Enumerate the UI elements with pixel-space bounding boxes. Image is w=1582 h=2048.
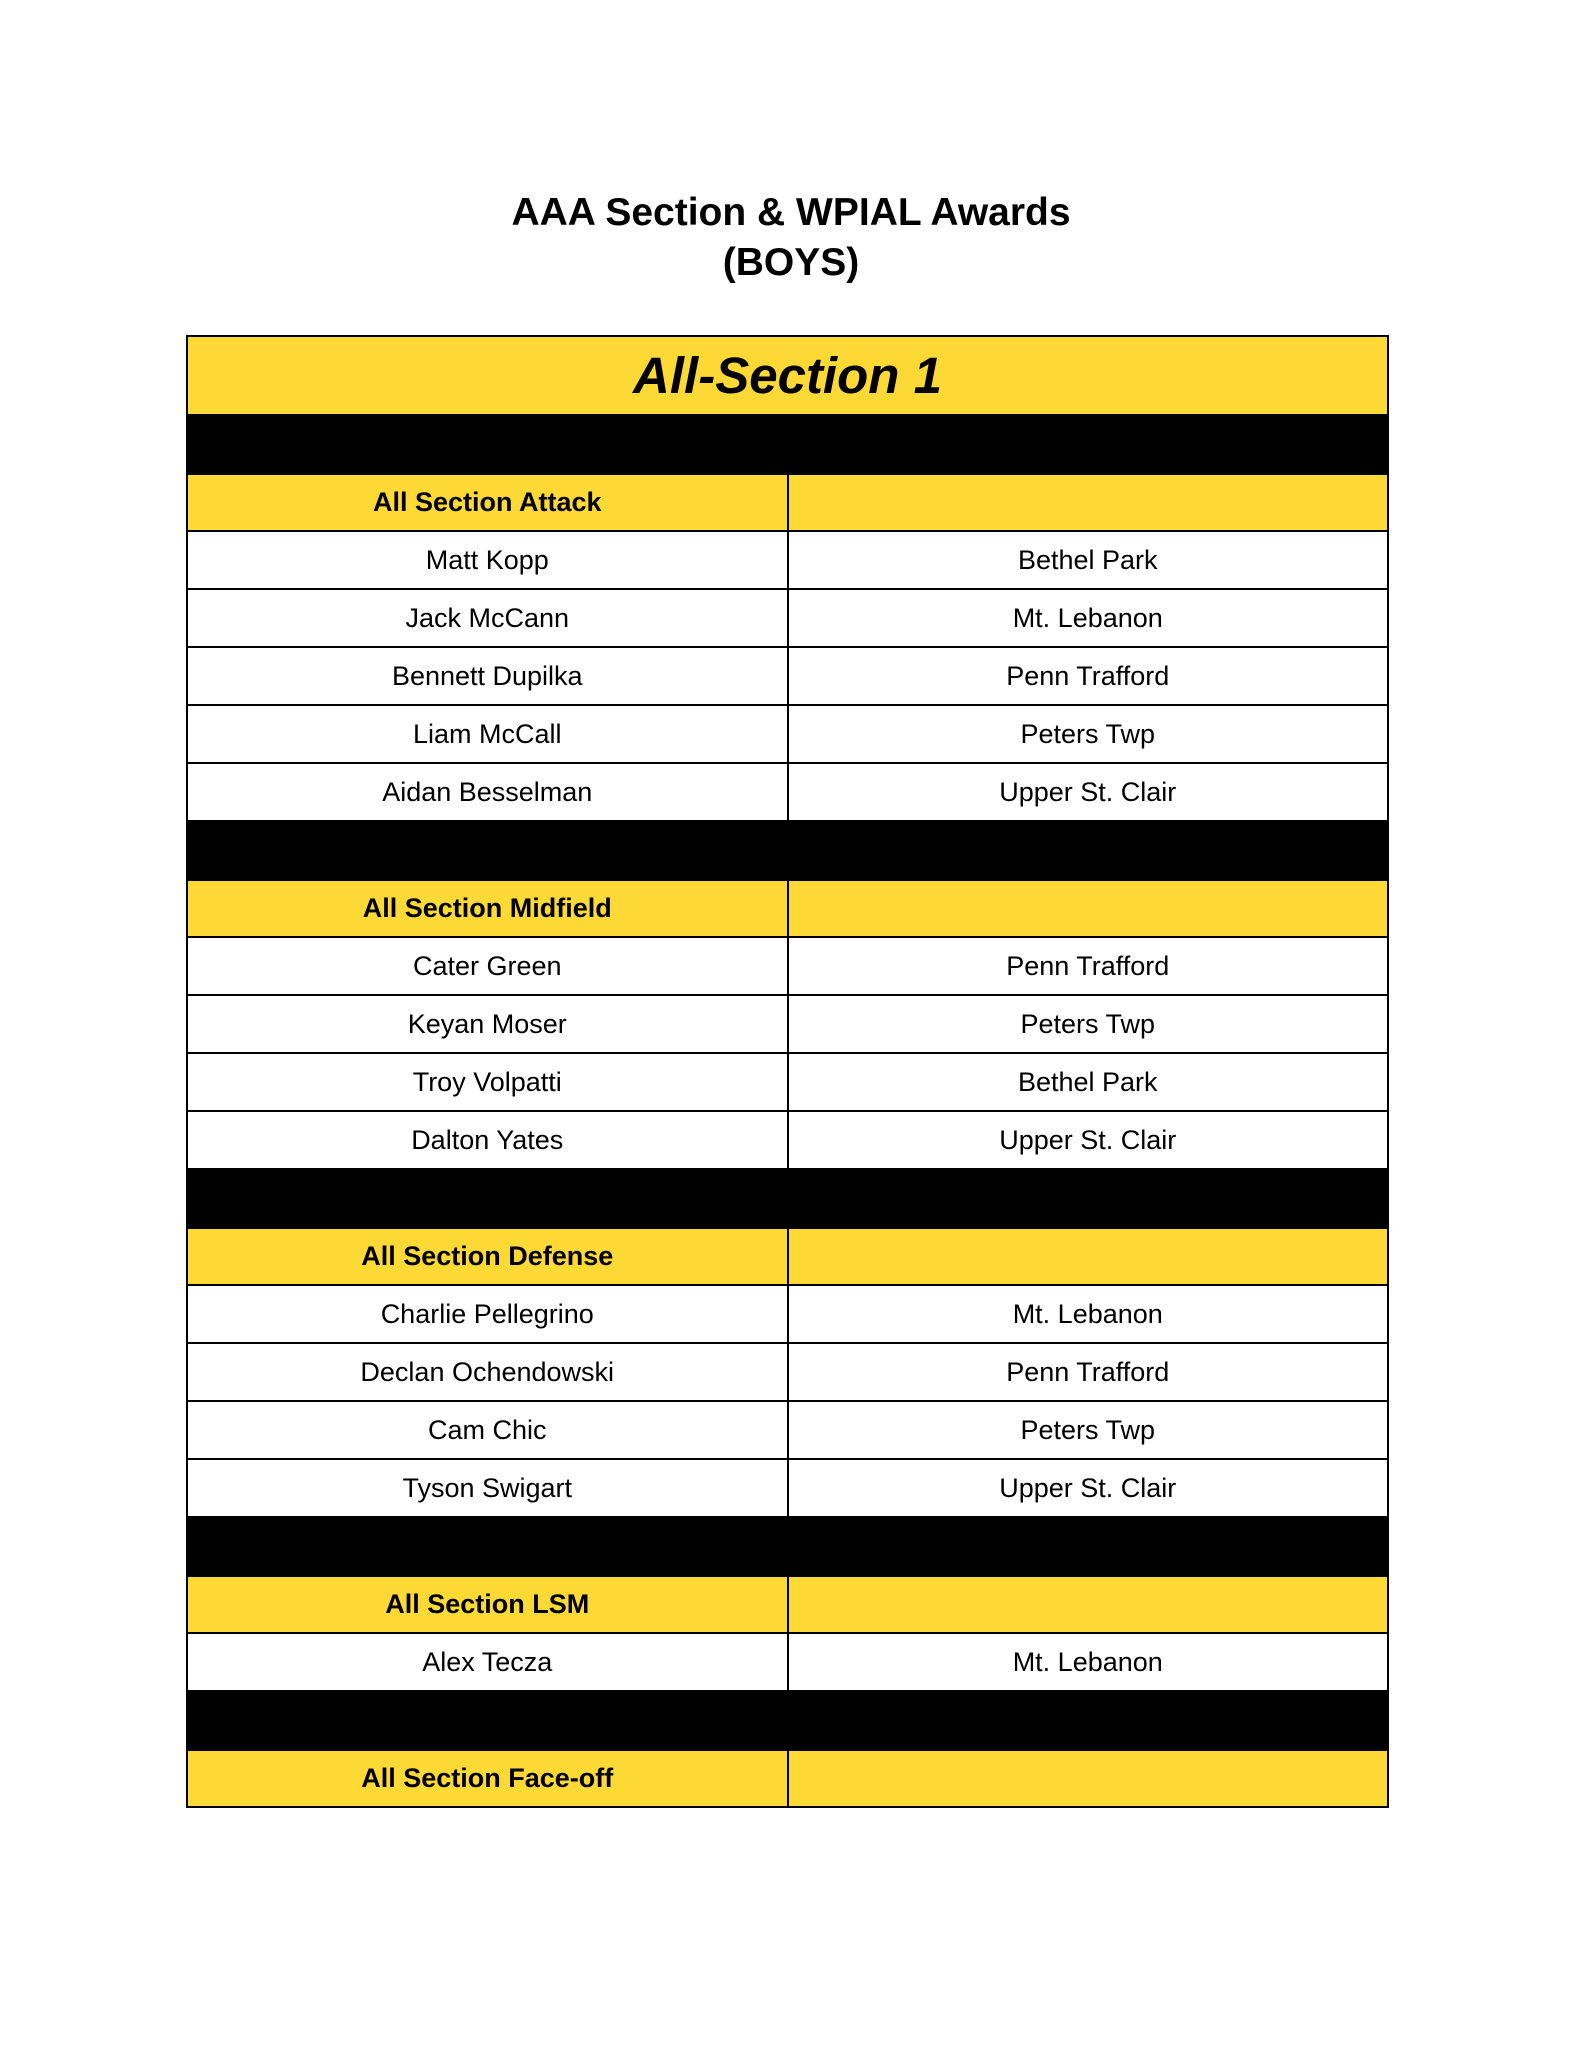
player-school-cell: Upper St. Clair xyxy=(788,1111,1389,1169)
category-label: All Section Midfield xyxy=(187,880,788,937)
player-name-cell: Matt Kopp xyxy=(187,531,788,589)
page-title xyxy=(0,188,1582,288)
player-name-cell: Dalton Yates xyxy=(187,1111,788,1169)
category-header-row xyxy=(187,1750,1388,1807)
player-school-cell: Penn Trafford xyxy=(788,1343,1389,1401)
player-name-cell: Keyan Moser xyxy=(187,995,788,1053)
spacer-row xyxy=(187,1517,1388,1576)
player-name-cell: Cam Chic xyxy=(187,1401,788,1459)
player-row xyxy=(187,1343,1388,1401)
category-label-blank xyxy=(788,474,1389,531)
category-label: All Section LSM xyxy=(187,1576,788,1633)
player-school-cell: Peters Twp xyxy=(788,995,1389,1053)
player-row xyxy=(187,705,1388,763)
spacer-cell xyxy=(187,1691,1388,1750)
category-label-blank xyxy=(788,1750,1389,1807)
player-name-cell: Alex Tecza xyxy=(187,1633,788,1691)
awards-table-body xyxy=(187,336,1388,1807)
player-school-cell: Upper St. Clair xyxy=(788,763,1389,821)
player-row xyxy=(187,995,1388,1053)
page-title-line-1: AAA Section & WPIAL Awards xyxy=(511,191,1071,234)
spacer-row xyxy=(187,415,1388,474)
category-header-row xyxy=(187,1576,1388,1633)
category-header-row xyxy=(187,1228,1388,1285)
category-label: All Section Attack xyxy=(187,474,788,531)
player-row xyxy=(187,589,1388,647)
awards-table xyxy=(186,335,1389,1808)
player-name-cell: Bennett Dupilka xyxy=(187,647,788,705)
player-row xyxy=(187,1459,1388,1517)
player-row xyxy=(187,1285,1388,1343)
player-row xyxy=(187,531,1388,589)
category-label-blank xyxy=(788,1576,1389,1633)
player-school-cell: Mt. Lebanon xyxy=(788,1633,1389,1691)
category-label-blank xyxy=(788,1228,1389,1285)
player-school-cell: Upper St. Clair xyxy=(788,1459,1389,1517)
player-row xyxy=(187,1111,1388,1169)
spacer-row xyxy=(187,1691,1388,1750)
player-name-cell: Troy Volpatti xyxy=(187,1053,788,1111)
player-row xyxy=(187,1053,1388,1111)
player-row xyxy=(187,1633,1388,1691)
player-name-cell: Aidan Besselman xyxy=(187,763,788,821)
section-banner: All-Section 1 xyxy=(187,336,1388,415)
player-school-cell: Mt. Lebanon xyxy=(788,1285,1389,1343)
category-header-row xyxy=(187,474,1388,531)
player-name-cell: Charlie Pellegrino xyxy=(187,1285,788,1343)
spacer-cell xyxy=(187,1169,1388,1228)
category-label: All Section Defense xyxy=(187,1228,788,1285)
player-school-cell: Peters Twp xyxy=(788,705,1389,763)
spacer-row xyxy=(187,1169,1388,1228)
category-header-row xyxy=(187,880,1388,937)
player-name-cell: Liam McCall xyxy=(187,705,788,763)
player-school-cell: Mt. Lebanon xyxy=(788,589,1389,647)
player-school-cell: Bethel Park xyxy=(788,531,1389,589)
player-row xyxy=(187,763,1388,821)
page-title-line-2: (BOYS) xyxy=(722,241,860,284)
player-row xyxy=(187,937,1388,995)
spacer-row xyxy=(187,821,1388,880)
player-row xyxy=(187,1401,1388,1459)
player-name-cell: Jack McCann xyxy=(187,589,788,647)
category-label: All Section Face-off xyxy=(187,1750,788,1807)
player-name-cell: Tyson Swigart xyxy=(187,1459,788,1517)
player-row xyxy=(187,647,1388,705)
player-school-cell: Penn Trafford xyxy=(788,937,1389,995)
player-school-cell: Penn Trafford xyxy=(788,647,1389,705)
category-label-blank xyxy=(788,880,1389,937)
banner-row xyxy=(187,336,1388,415)
spacer-cell xyxy=(187,415,1388,474)
player-school-cell: Bethel Park xyxy=(788,1053,1389,1111)
player-name-cell: Declan Ochendowski xyxy=(187,1343,788,1401)
spacer-cell xyxy=(187,1517,1388,1576)
spacer-cell xyxy=(187,821,1388,880)
player-name-cell: Cater Green xyxy=(187,937,788,995)
player-school-cell: Peters Twp xyxy=(788,1401,1389,1459)
